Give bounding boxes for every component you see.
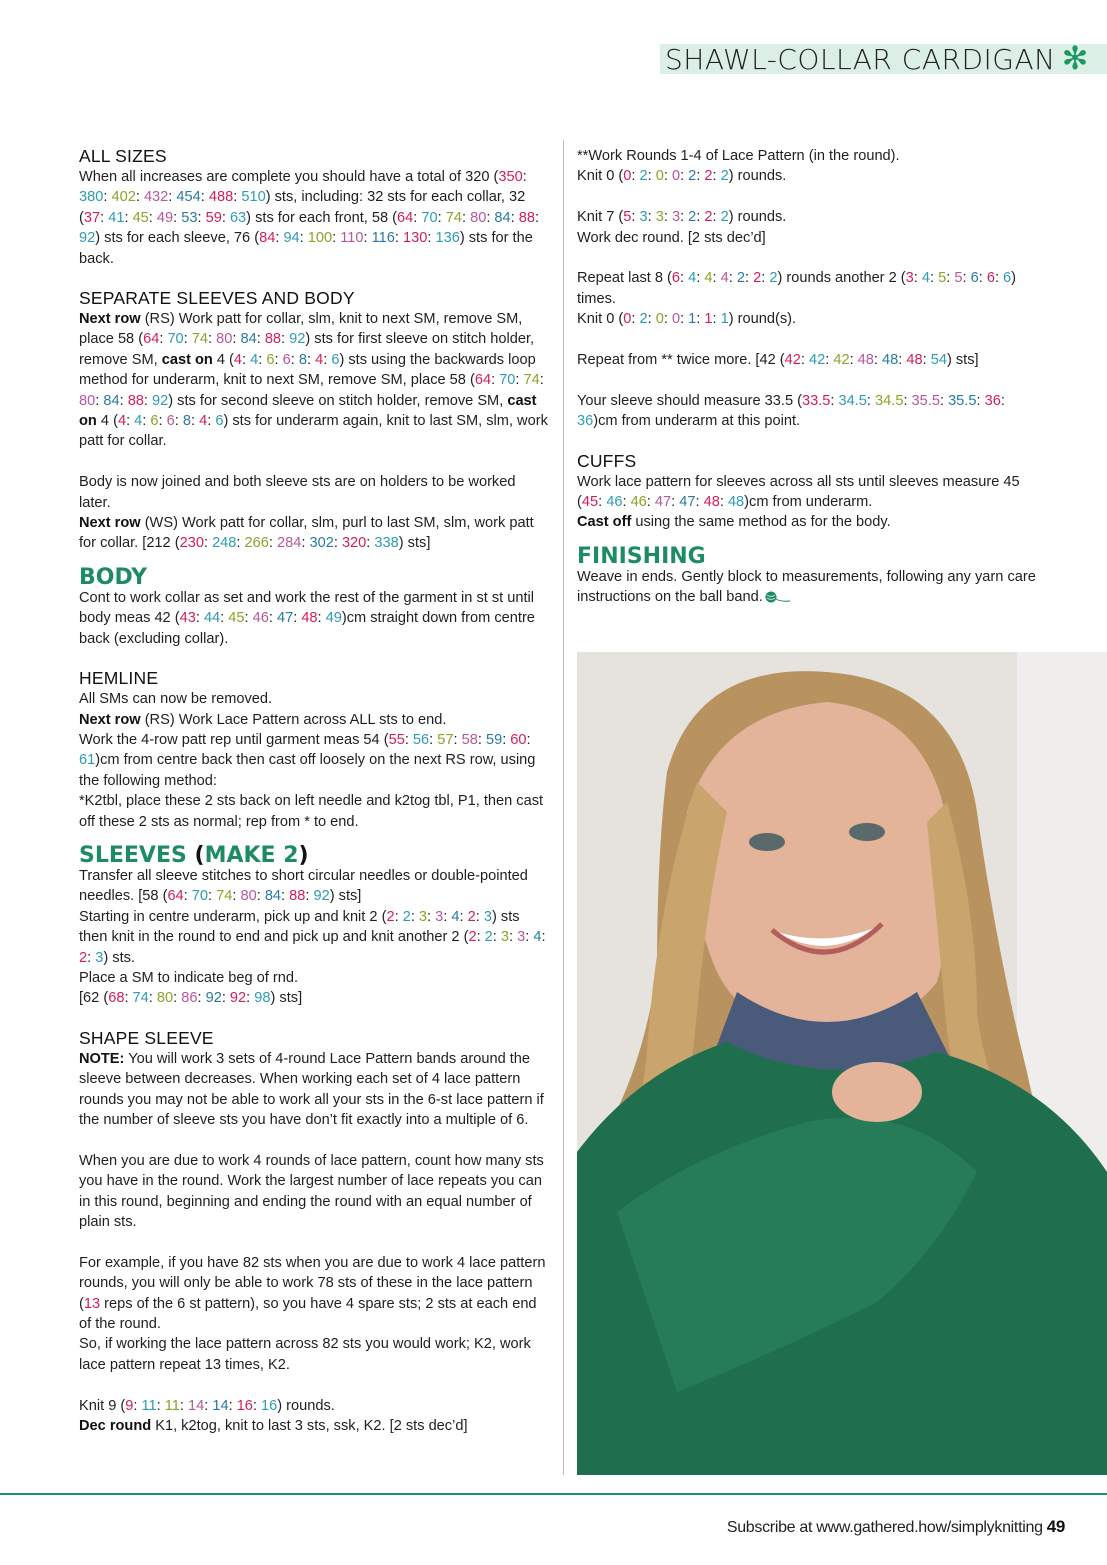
section-all-sizes: ALL SIZES bbox=[79, 146, 167, 166]
paragraph: Your sleeve should measure 33.5 (33.5: 34.5: 34.5: 35.5: 35.5: 36: 36)cm from underarm at this point. bbox=[577, 392, 1005, 430]
paragraph: Dec round K1, k2tog, knit to last 3 sts, ssk, K2. [2 sts dec’d] bbox=[79, 1418, 468, 1435]
paragraph: [62 (68: 74: 80: 86: 92: 92: 98) sts] bbox=[79, 990, 303, 1007]
section-cuffs: CUFFS bbox=[577, 450, 637, 471]
paragraph: Knit 7 (5: 3: 3: 3: 2: 2: 2) rounds. bbox=[577, 209, 787, 226]
flower-icon: ✻ bbox=[1061, 39, 1089, 77]
subscribe-link[interactable]: Subscribe at www.gathered.how/simplyknitting bbox=[726, 1519, 1043, 1536]
model-photo bbox=[577, 652, 1107, 1475]
section-body: BODY bbox=[79, 564, 148, 590]
paragraph: Work lace pattern for sleeves across all sts until sleeves measure 45 (45: 46: 46: 47: 47: 48: 48)cm from underarm. bbox=[577, 473, 1020, 511]
paragraph: *K2tbl, place these 2 sts back on left needle and k2tog tbl, P1, then cast off these 2 sts as normal; rep from * to end. bbox=[79, 793, 544, 830]
paragraph: Cast off using the same method as for the body. bbox=[577, 514, 891, 531]
paragraph: For example, if you have 82 sts when you are due to work 4 lace pattern rounds, you will only be able to work 78 sts of these in the lace pattern (13 reps of the 6 st pattern), so you have 4 spare sts; 2 sts at each end of the round. bbox=[79, 1254, 546, 1333]
yarn-ball-icon bbox=[765, 591, 791, 603]
paragraph: **Work Rounds 1-4 of Lace Pattern (in the round). bbox=[577, 148, 900, 164]
paragraph: When all increases are complete you should have a total of 320 (350: 380: 402: 432: 454: 488: 510) sts, including: 32 sts for each collar, 32 (37: 41: 45: 49: 53: 59: 63) sts for each front, 58 (64: 70: 74: 80: 84: 88: 92) sts for each sleeve, 76 (84: 94: 100: 110: 116: 130: 136) sts for the back. bbox=[79, 169, 540, 267]
paragraph: All SMs can now be removed. bbox=[79, 691, 273, 708]
footer-rule bbox=[0, 1493, 1107, 1495]
photo-illustration bbox=[577, 652, 1107, 1475]
paragraph: Knit 0 (0: 2: 0: 0: 2: 2: 2) rounds. bbox=[577, 168, 787, 185]
paragraph: Repeat from ** twice more. [42 (42: 42: 42: 48: 48: 48: 54) sts] bbox=[577, 352, 979, 369]
paragraph: When you are due to work 4 rounds of lace pattern, count how many sts you have in the round. Work the largest number of lace repeats you can in this round, beginning and ending the round with an equal number of plain sts. bbox=[79, 1152, 544, 1231]
paragraph: So, if working the lace pattern across 82 sts you would work; K2, work lace pattern repeat 13 times, K2. bbox=[79, 1336, 531, 1373]
paragraph: Repeat last 8 (6: 4: 4: 4: 2: 2: 2) rounds another 2 (3: 4: 5: 5: 6: 6: 6) times. bbox=[577, 270, 1017, 307]
paragraph: NOTE: You will work 3 sets of 4-round Lace Pattern bands around the sleeve between decreases. When working each set of 4 lace pattern rounds you may not be able to work all your sts in the 6-st lace pattern if the number of sleeve sts you have don’t fit exactly into a multiple of 6. bbox=[79, 1050, 544, 1129]
page-number: 49 bbox=[1046, 1517, 1065, 1536]
section-shape-sleeve: SHAPE SLEEVE bbox=[79, 1027, 214, 1048]
paragraph: Work the 4-row patt rep until garment meas 54 (55: 56: 57: 58: 59: 60: 61)cm from centre back then cast off loosely on the next RS row, using the following method: bbox=[79, 731, 536, 789]
right-column bbox=[577, 146, 1047, 608]
paragraph: Cont to work collar as set and work the rest of the garment in st st until body meas 42 (43: 44: 45: 46: 47: 48: 49)cm straight down from centre back (excluding collar). bbox=[79, 589, 535, 647]
paragraph: Knit 0 (0: 2: 0: 0: 1: 1: 1) round(s). bbox=[577, 311, 797, 328]
section-sleeves: SLEEVES (MAKE 2) bbox=[79, 842, 309, 868]
paragraph: Knit 9 (9: 11: 11: 14: 14: 16: 16) rounds. bbox=[79, 1397, 335, 1414]
column-divider bbox=[563, 140, 564, 1475]
page-title: SHAWL-COLLAR CARDIGAN ✻ bbox=[660, 44, 1107, 74]
paragraph: Transfer all sleeve stitches to short circular needles or double-pointed needles. [58 (64: 70: 74: 80: 84: 88: 92) sts] bbox=[79, 867, 528, 905]
paragraph: Weave in ends. Gently block to measurements, following any yarn care instructions on the ball band. bbox=[577, 568, 1036, 606]
paragraph: Work dec round. [2 sts dec’d] bbox=[577, 229, 766, 246]
paragraph: Next row (RS) Work Lace Pattern across ALL sts to end. bbox=[79, 711, 447, 728]
section-finishing: FINISHING bbox=[577, 543, 706, 569]
paragraph: Place a SM to indicate beg of rnd. bbox=[79, 969, 299, 986]
paragraph: Next row (RS) Work patt for collar, slm, knit to next SM, remove SM, place 58 (64: 70: 74: 80: 84: 88: 92) sts for first sleeve on stitch holder, remove SM, cast on 4 (4: 4: 6: 6: 8: 4: 6) sts using the backwards loop method for underarm, knit to next SM, remove SM, place 58 (64: 70: 74: 80: 84: 88: 92) sts for second sleeve on stitch holder, remove SM, cast on 4 (4: 4: 6: 6: 8: 4: 6) sts for underarm again, knit to last SM, slm, work patt for collar. bbox=[79, 311, 548, 450]
footer bbox=[727, 1517, 1065, 1537]
paragraph: Next row (WS) Work patt for collar, slm, purl to last SM, slm, work patt for collar. [212 (230: 248: 266: 284: 302: 320: 338) sts] bbox=[79, 515, 534, 552]
paragraph: Body is now joined and both sleeve sts are on holders to be worked later. bbox=[79, 474, 516, 511]
section-separate: SEPARATE SLEEVES AND BODY bbox=[79, 288, 355, 309]
left-column bbox=[79, 146, 549, 1436]
paragraph: Starting in centre underarm, pick up and knit 2 (2: 2: 3: 3: 4: 2: 3) sts then knit in the round to end and pick up and knit another 2 (2: 2: 3: 3: 4: 2: 3) sts. bbox=[79, 908, 546, 966]
section-hemline: HEMLINE bbox=[79, 668, 159, 689]
